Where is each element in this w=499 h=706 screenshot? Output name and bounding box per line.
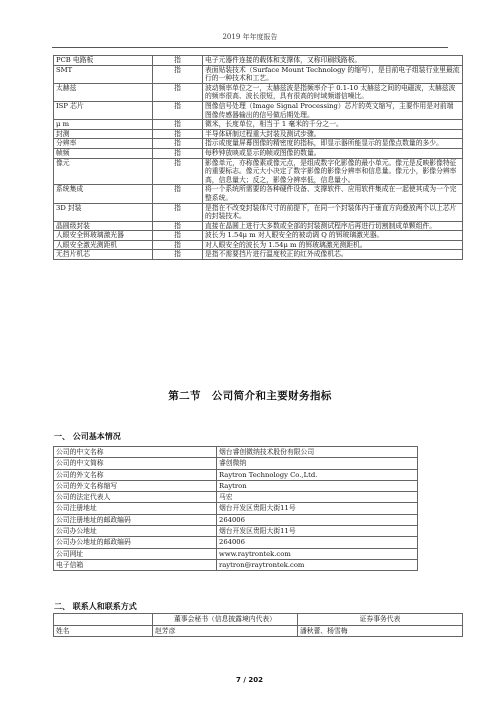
- glossary-row: [54, 231, 463, 241]
- glossary-definition: 对人眼安全的波长为 1.54μ m 的铒玻璃激光测距机。: [203, 240, 463, 250]
- info-value: www.raytrontek.com: [217, 548, 418, 559]
- rep-name: 潘秋蕾、杨雪梅: [298, 625, 463, 637]
- glossary-definition: 半导体研制过程重大封装及测试步骤。: [203, 129, 463, 139]
- basic-info-title: 一、 公司基本情况: [54, 432, 121, 441]
- info-row: [54, 526, 418, 537]
- glossary-definition: 直接在晶圆上进行大多数或全部的封装测试程序后再进行切割制成单颗组件。: [203, 221, 463, 231]
- glossary-definition: 每秒钟放映或显示的帧或图像的数量。: [203, 148, 463, 158]
- info-value: 烟台睿创微纳技术股份有限公司: [217, 447, 418, 458]
- info-value: 睿创微纳: [217, 458, 418, 469]
- glossary-row: [54, 221, 463, 231]
- glossary-refers: 指: [153, 185, 203, 203]
- info-label: 公司的法定代表人: [54, 492, 217, 503]
- glossary-row: [54, 129, 463, 139]
- info-value: 264006: [217, 537, 418, 548]
- glossary-row: [54, 101, 463, 119]
- info-row: [54, 480, 418, 491]
- info-value: 264006: [217, 514, 418, 525]
- glossary-term: 3D 封装: [54, 203, 153, 221]
- glossary-term: 分辨率: [54, 139, 153, 149]
- glossary-row: [54, 250, 463, 260]
- glossary-term: 人眼安全铒玻璃激光器: [54, 231, 153, 241]
- rep-column-header: 证券事务代表: [298, 614, 463, 626]
- company-basic-info-table: [53, 446, 418, 571]
- glossary-term: 太赫兹: [54, 83, 153, 101]
- info-label: 电子信箱: [54, 559, 217, 570]
- glossary-definition: 表面贴装技术（Surface Mount Technology 的缩写），是目前电子组装行业里最流行的一种技术和工艺。: [203, 65, 463, 83]
- info-label: 公司办公地址的邮政编码: [54, 537, 217, 548]
- info-value: Raytron Technology Co.,Ltd.: [217, 469, 418, 480]
- glossary-refers: 指: [153, 221, 203, 231]
- glossary-definition: 是指不需要挡片进行温度校正的红外成像机芯。: [203, 250, 463, 260]
- glossary-definition: 电子元器件连接的载体和支撑体，又称印刷线路板。: [203, 56, 463, 66]
- section-title: 第二节 公司简介和主要财务指标: [168, 390, 332, 402]
- glossary-term: 封测: [54, 129, 153, 139]
- info-label: 公司的外文名称: [54, 469, 217, 480]
- page-number: 7 / 202: [236, 676, 263, 684]
- glossary-refers: 指: [153, 203, 203, 221]
- info-row: [54, 559, 418, 570]
- info-value: 烟台开发区贵阳大街11号: [217, 503, 418, 514]
- glossary-row: [54, 240, 463, 250]
- glossary-term: μ m: [54, 120, 153, 130]
- glossary-refers: 指: [153, 148, 203, 158]
- glossary-row: [54, 203, 463, 221]
- info-label: 公司网址: [54, 548, 217, 559]
- glossary-refers: 指: [153, 120, 203, 130]
- info-label: 公司的中文名称: [54, 447, 217, 458]
- glossary-term: 人眼安全激光测距机: [54, 240, 153, 250]
- info-value: raytron@raytrontek.com: [217, 559, 418, 570]
- info-row: [54, 514, 418, 525]
- glossary-refers: 指: [153, 139, 203, 149]
- info-row: [54, 492, 418, 503]
- info-row: [54, 469, 418, 480]
- secretary-column-header: 董事会秘书（信息披露境内代表）: [153, 614, 298, 626]
- info-row: [54, 537, 418, 548]
- glossary-row: [54, 139, 463, 149]
- glossary-term: 像元: [54, 158, 153, 185]
- info-label: 公司的外文名称缩写: [54, 480, 217, 491]
- glossary-definition: 波动频率单位之一，太赫兹波是指频率介于 0.1-10 太赫兹之间的电磁波，太赫兹波的频率很高、波长很短，具有很高的时域频谱信噪比。: [203, 83, 463, 101]
- info-row: [54, 458, 418, 469]
- glossary-row: [54, 158, 463, 185]
- glossary-term: 无挡片机芯: [54, 250, 153, 260]
- glossary-term: PCB 电路板: [54, 56, 153, 66]
- glossary-refers: 指: [153, 101, 203, 119]
- glossary-row: [54, 185, 463, 203]
- glossary-row: [54, 120, 463, 130]
- glossary-definition: 图像信号处理（Image Signal Processing）芯片的英文缩写，主要作用是对前端图像传感器输出的信号做后期处理。: [203, 101, 463, 119]
- glossary-refers: 指: [153, 56, 203, 66]
- info-label: 公司的中文简称: [54, 458, 217, 469]
- info-value: 烟台开发区贵阳大街11号: [217, 526, 418, 537]
- glossary-definition: 微米，长度单位，相当于 1 毫米的千分之一。: [203, 120, 463, 130]
- glossary-table: [53, 55, 463, 260]
- contact-title: 二、 联系人和联系方式: [54, 602, 137, 611]
- info-row: [54, 503, 418, 514]
- glossary-definition: 波长为 1.54μ m 对人眼安全的被动调 Q 的铒玻璃激光器。: [203, 231, 463, 241]
- contact-header-row: [54, 614, 463, 626]
- glossary-refers: 指: [153, 250, 203, 260]
- glossary-term: 系统集成: [54, 185, 153, 203]
- glossary-definition: 指示或度量屏幕图像的精密度的指标，即显示器所能显示的显像点数量的多少。: [203, 139, 463, 149]
- glossary-term: ISP 芯片: [54, 101, 153, 119]
- glossary-row: [54, 56, 463, 66]
- info-row: [54, 548, 418, 559]
- glossary-refers: 指: [153, 129, 203, 139]
- glossary-row: [54, 148, 463, 158]
- info-label: 公司办公地址: [54, 526, 217, 537]
- header-divider: [52, 47, 448, 48]
- glossary-definition: 影像单元，亦称像素或像元点，是组成数字化影像的最小单元。像元是反映影像特征的重要标志。像元大小决定了数字影像的影像分辨率和信息量。像元小，影像分辨率高，信息量大；反之，影像分辨率低，信息量小。: [203, 158, 463, 185]
- contact-table: [53, 613, 463, 637]
- info-row: [54, 447, 418, 458]
- glossary-refers: 指: [153, 158, 203, 185]
- glossary-row: [54, 65, 463, 83]
- glossary-refers: 指: [153, 240, 203, 250]
- glossary-definition: 是指在不改变封装体尺寸的前提下，在同一个封装体内于垂直方向叠放两个以上芯片的封装技术。: [203, 203, 463, 221]
- info-value: Raytron: [217, 480, 418, 491]
- glossary-row: [54, 83, 463, 101]
- page-header: 2019 年年度报告: [222, 33, 278, 41]
- glossary-refers: 指: [153, 65, 203, 83]
- contact-name-row: [54, 625, 463, 637]
- glossary-refers: 指: [153, 83, 203, 101]
- info-label: 公司注册地址: [54, 503, 217, 514]
- info-value: 马宏: [217, 492, 418, 503]
- glossary-term: SMT: [54, 65, 153, 83]
- secretary-name: 赵芳彦: [153, 625, 298, 637]
- glossary-term: 晶圆级封装: [54, 221, 153, 231]
- info-label: 公司注册地址的邮政编码: [54, 514, 217, 525]
- name-label: 姓名: [54, 625, 153, 637]
- glossary-term: 帧频: [54, 148, 153, 158]
- glossary-refers: 指: [153, 231, 203, 241]
- glossary-definition: 将一个系统所需要的各种硬件设备、支撑软件、应用软件集成在一起使其成为一个完整系统。: [203, 185, 463, 203]
- contact-header-blank: [54, 614, 153, 626]
